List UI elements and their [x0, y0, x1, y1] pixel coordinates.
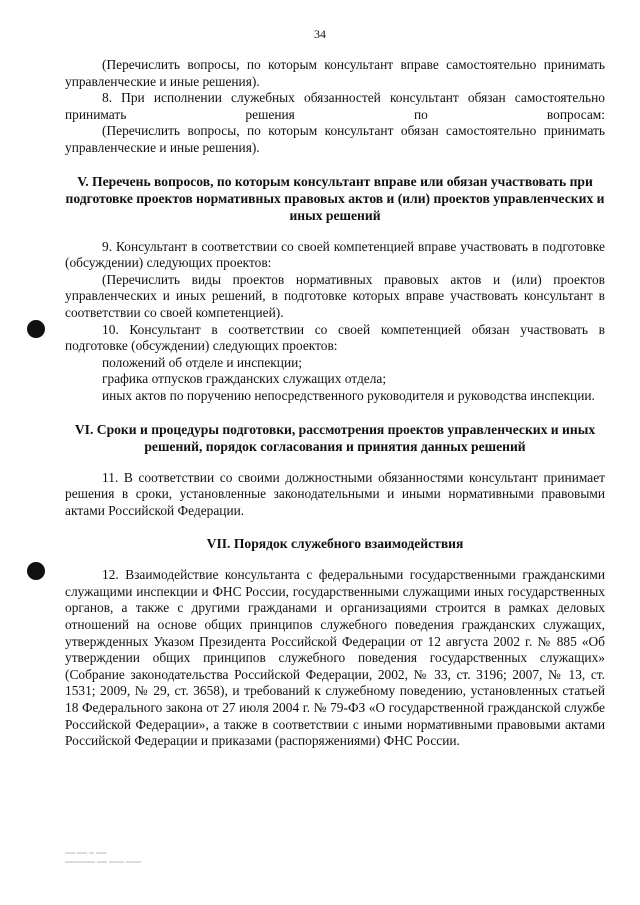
paragraph: (Перечислить вопросы, по которым консультант обязан самостоятельно принимать управленческие и иные решения). — [65, 123, 605, 155]
paragraph: 11. В соответствии со своими должностными обязанностями консультант принимает решения в сроки, установленные законодательными и иными нормативными правовыми актами Российской Федерации. — [65, 469, 605, 518]
punch-hole-mark — [27, 562, 45, 580]
section-heading-vi: VI. Сроки и процедуры подготовки, рассмотрения проектов управленческих и иных решений, порядок согласования и принятия данных решений — [74, 421, 596, 454]
list-item: иных актов по поручению непосредственного руководителя и руководства инспекции. — [102, 387, 595, 403]
paragraph: (Перечислить виды проектов нормативных правовых актов и (или) проектов управленческих и иных решений, в подготовке которых вправе участвовать консультант в соответствии со своей компетенцией). — [65, 271, 605, 320]
document-body — [65, 57, 605, 750]
paragraph: (Перечислить вопросы, по которым консультант вправе самостоятельно принимать управленческие и иные решения). — [65, 57, 605, 89]
paragraph: 9. Консультант в соответствии со своей компетенцией вправе участвовать в подготовке (обсуждении) следующих проектов: — [65, 238, 605, 271]
section-heading-vii: VII. Порядок служебного взаимодействия — [206, 536, 464, 552]
paragraph: 12. Взаимодействие консультанта с федеральными государственными гражданскими служащими инспекции и ФНС России, государственными служащими иных государственных органов, а также с другими гражданами и организациями строится в рамках деловых отношений на основе общих принципов служебного поведения гражданских служащих, утвержденных Указом Президента Российской Федерации от 12 августа 2002 г. № 885 «Об утверждении общих принципов служебного поведения государственных служащих» (Собрание законодательства Российской Федерации, 2002, № 33, ст. 3196; 2007, № 13, ст. 1531; 2009, № 29, ст. 3658), и требований к служебному поведению, установленных статьей 18 Федерального закона от 27 июля 2004 г. № 79-ФЗ «О государственной гражданской службе Российской Федерации», а также в соответствии с иными нормативными правовыми актами Российской Федерации и приказами (распоряжениями) ФНС России. — [65, 567, 605, 749]
list-item: графика отпусков гражданских служащих отдела; — [102, 371, 387, 387]
list-item: положений об отделе и инспекции; — [102, 354, 302, 370]
punch-hole-mark — [27, 320, 45, 338]
page-number: 34 — [314, 27, 326, 41]
section-heading-v: V. Перечень вопросов, по которым консультант вправе или обязан участвовать при подготовке проектов нормативных правовых актов и (или) проектов управленческих и иных решений — [65, 173, 605, 223]
paragraph: 8. При исполнении служебных обязанностей консультант обязан самостоятельно принимать решения по вопросам: — [65, 90, 605, 122]
faint-scan-stamp: ▁▁ ▁▁ ▁ ▁▁ ▁▁▁▁▁▁ ▁▁ ▁▁▁ ▁▁▁ — [65, 846, 142, 863]
paragraph: 10. Консультант в соответствии со своей компетенцией обязан участвовать в подготовке (обсуждении) следующих проектов: — [65, 321, 605, 354]
